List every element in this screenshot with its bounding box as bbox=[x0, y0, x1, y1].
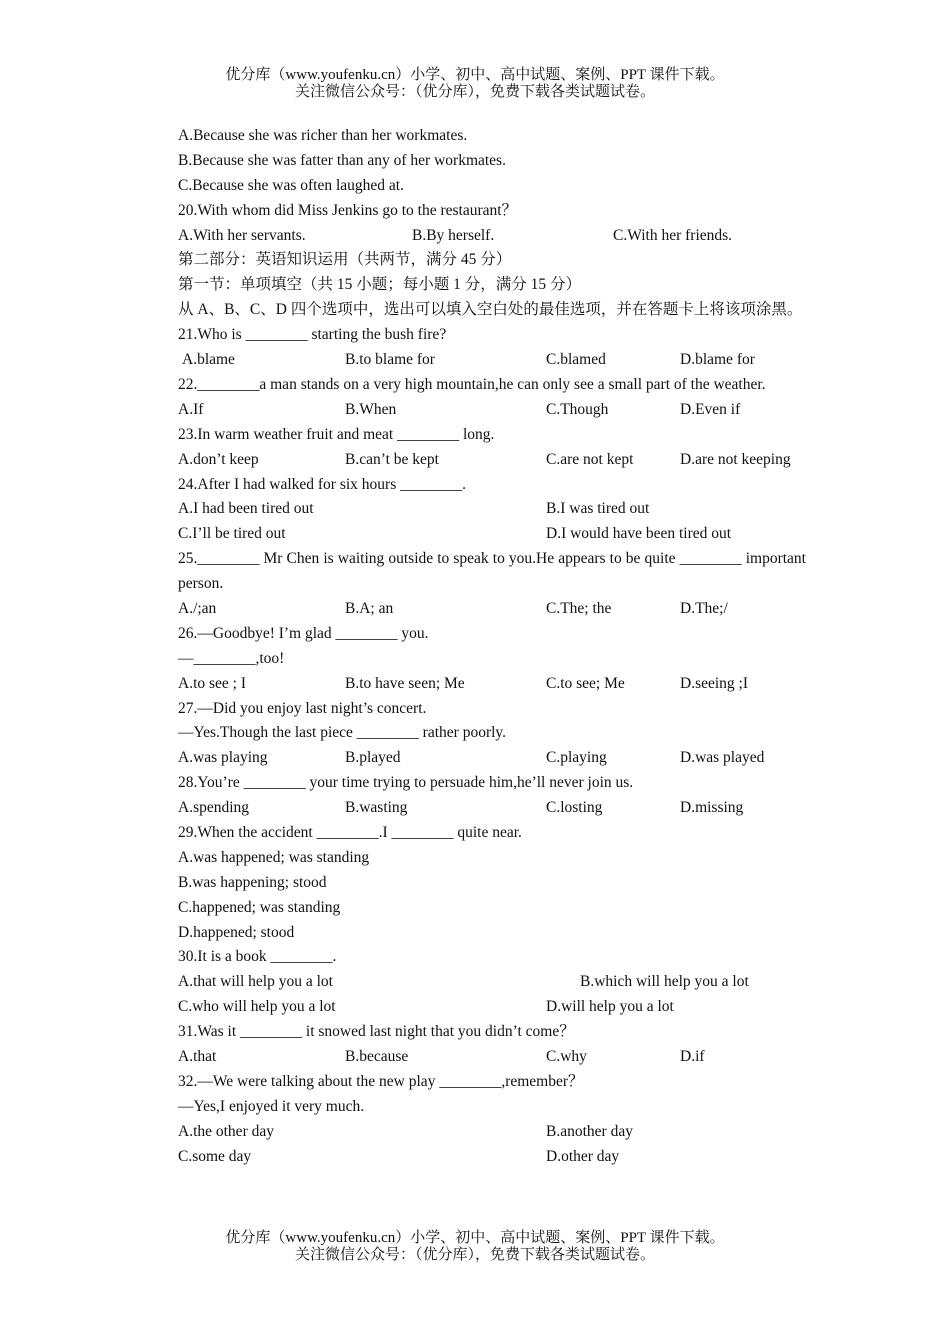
q22-option-c: C.Though bbox=[546, 400, 609, 418]
q22-option-b: B.When bbox=[345, 400, 397, 418]
q20-option-a: A.With her servants. bbox=[178, 226, 306, 244]
q25-option-c: C.The; the bbox=[546, 599, 612, 617]
q27-option-d: D.was played bbox=[680, 749, 765, 767]
q23-option-c: C.are not kept bbox=[546, 450, 634, 468]
q19-option-a: A.Because she was richer than her workmates. bbox=[178, 127, 468, 144]
q22-options bbox=[144, 398, 806, 423]
header-line-1: 优分库（www.youfenku.cn）小学、初中、高中试题、案例、PPT 课件下载。 bbox=[225, 67, 725, 83]
q24-options-cd bbox=[144, 522, 806, 547]
q23-option-b: B.can’t be kept bbox=[345, 450, 439, 468]
q27-option-a: A.was playing bbox=[178, 749, 268, 767]
q25-stem: 25.________ Mr Chen is waiting outside to speak to you.He appears to be quite ________ important person. bbox=[178, 550, 806, 593]
q21-options bbox=[144, 348, 806, 373]
q30-option-c: C.who will help you a lot bbox=[178, 998, 336, 1016]
q21-option-a: A.blame bbox=[182, 351, 235, 369]
q21-option-c: C.blamed bbox=[546, 351, 606, 369]
q27-option-b: B.played bbox=[345, 749, 401, 767]
q26-options bbox=[144, 672, 806, 697]
q28-stem: 28.You’re ________ your time trying to persuade him,he’ll never join us. bbox=[178, 774, 634, 792]
q32-stem: 32.—We were talking about the new play ________,remember？ bbox=[178, 1072, 584, 1090]
q31-stem: 31.Was it ________ it snowed last night that you didn’t come？ bbox=[178, 1023, 575, 1041]
q31-options bbox=[144, 1045, 806, 1070]
q26-stem-reply: —________,too! bbox=[178, 649, 285, 667]
q30-options-cd bbox=[144, 995, 806, 1020]
q26-option-b: B.to have seen; Me bbox=[345, 674, 465, 692]
q29-option-a: A.was happened; was standing bbox=[178, 848, 370, 866]
q22-option-d: D.Even if bbox=[680, 400, 741, 418]
q24-options-ab bbox=[144, 497, 806, 522]
q25-options bbox=[144, 597, 806, 622]
q31-option-d: D.if bbox=[680, 1048, 705, 1066]
q27-options bbox=[144, 746, 806, 771]
q28-option-a: A.spending bbox=[178, 799, 250, 817]
q23-option-a: A.don’t keep bbox=[178, 450, 259, 468]
q23-stem: 23.In warm weather fruit and meat ________ long. bbox=[178, 425, 495, 443]
q21-option-b: B.to blame for bbox=[345, 351, 435, 369]
exam-content bbox=[144, 124, 806, 1169]
q20-options bbox=[144, 224, 806, 249]
q32-options-ab bbox=[144, 1120, 806, 1145]
q20-option-c: C.With her friends. bbox=[613, 226, 733, 244]
q32-option-a: A.the other day bbox=[178, 1122, 274, 1140]
q19-option-c: C.Because she was often laughed at. bbox=[178, 176, 404, 194]
q30-option-b: B.which will help you a lot bbox=[580, 973, 749, 991]
q26-option-c: C.to see; Me bbox=[546, 674, 625, 692]
q21-stem: 21.Who is ________ starting the bush fire? bbox=[178, 326, 447, 344]
q25-option-b: B.A; an bbox=[345, 599, 394, 617]
q29-option-c: C.happened; was standing bbox=[178, 898, 341, 916]
q24-option-d: D.I would have been tired out bbox=[546, 525, 732, 543]
q23-options bbox=[144, 448, 806, 473]
q21-option-d: D.blame for bbox=[680, 351, 755, 369]
q30-option-a: A.that will help you a lot bbox=[178, 973, 333, 991]
q31-option-a: A.that bbox=[178, 1048, 217, 1066]
q32-option-b: B.another day bbox=[546, 1122, 633, 1140]
q31-option-b: B.because bbox=[345, 1048, 409, 1066]
header-line-2: 关注微信公众号：（优分库），免费下载各类试题试卷。 bbox=[294, 84, 655, 100]
page-header bbox=[0, 67, 950, 101]
q24-option-c: C.I’ll be tired out bbox=[178, 525, 286, 543]
q24-option-a: A.I had been tired out bbox=[178, 500, 314, 518]
q23-option-d: D.are not keeping bbox=[680, 450, 791, 468]
q31-option-c: C.why bbox=[546, 1048, 587, 1066]
footer-line-1: 优分库（www.youfenku.cn）小学、初中、高中试题、案例、PPT 课件下载。 bbox=[225, 1230, 725, 1246]
q28-option-d: D.missing bbox=[680, 799, 744, 817]
q26-stem: 26.—Goodbye! I’m glad ________ you. bbox=[178, 624, 429, 642]
q30-option-d: D.will help you a lot bbox=[546, 998, 674, 1016]
q27-option-c: C.playing bbox=[546, 749, 607, 767]
section1-title: 第一节：单项填空（共 15 小题；每小题 1 分，满分 15 分） bbox=[178, 276, 582, 294]
q27-stem: 27.—Did you enjoy last night’s concert. bbox=[178, 699, 427, 717]
q28-option-b: B.wasting bbox=[345, 799, 408, 817]
q32-option-d: D.other day bbox=[546, 1147, 620, 1165]
page-footer bbox=[0, 1230, 950, 1264]
q25-option-a: A./;an bbox=[178, 599, 217, 617]
q25-option-d: D.The;/ bbox=[680, 599, 728, 617]
q32-stem-reply: —Yes,I enjoyed it very much. bbox=[178, 1097, 365, 1115]
q27-stem-reply: —Yes.Though the last piece ________ rather poorly. bbox=[178, 724, 507, 742]
q29-stem: 29.When the accident ________.I ________ quite near. bbox=[178, 824, 522, 841]
q22-stem: 22.________a man stands on a very high mountain,he can only see a small part of the weather. bbox=[178, 375, 766, 393]
q30-options-ab bbox=[144, 970, 806, 995]
q19-option-b: B.Because she was fatter than any of her workmates. bbox=[178, 151, 506, 169]
q29-option-b: B.was happening; stood bbox=[178, 873, 327, 891]
q30-stem: 30.It is a book ________. bbox=[178, 948, 337, 966]
part2-title: 第二部分：英语知识运用（共两节，满分 45 分） bbox=[178, 251, 512, 269]
footer-line-2: 关注微信公众号：（优分库），免费下载各类试题试卷。 bbox=[294, 1247, 655, 1263]
q22-option-a: A.If bbox=[178, 400, 204, 418]
section1-instruction: 从 A、B、C、D 四个选项中，选出可以填入空白处的最佳选项，并在答题卡上将该项涂黑。 bbox=[178, 301, 803, 319]
q26-option-a: A.to see ; I bbox=[178, 674, 247, 692]
q32-options-cd bbox=[144, 1145, 806, 1170]
q29-option-d: D.happened; stood bbox=[178, 923, 295, 941]
q28-options bbox=[144, 796, 806, 821]
q32-option-c: C.some day bbox=[178, 1147, 252, 1165]
q28-option-c: C.losting bbox=[546, 799, 603, 817]
q24-option-b: B.I was tired out bbox=[546, 500, 650, 518]
q26-option-d: D.seeing ;I bbox=[680, 674, 749, 692]
q20-option-b: B.By herself. bbox=[412, 226, 495, 244]
q20-stem: 20.With whom did Miss Jenkins go to the restaurant？ bbox=[178, 201, 518, 219]
q24-stem: 24.After I had walked for six hours ________. bbox=[178, 475, 466, 493]
